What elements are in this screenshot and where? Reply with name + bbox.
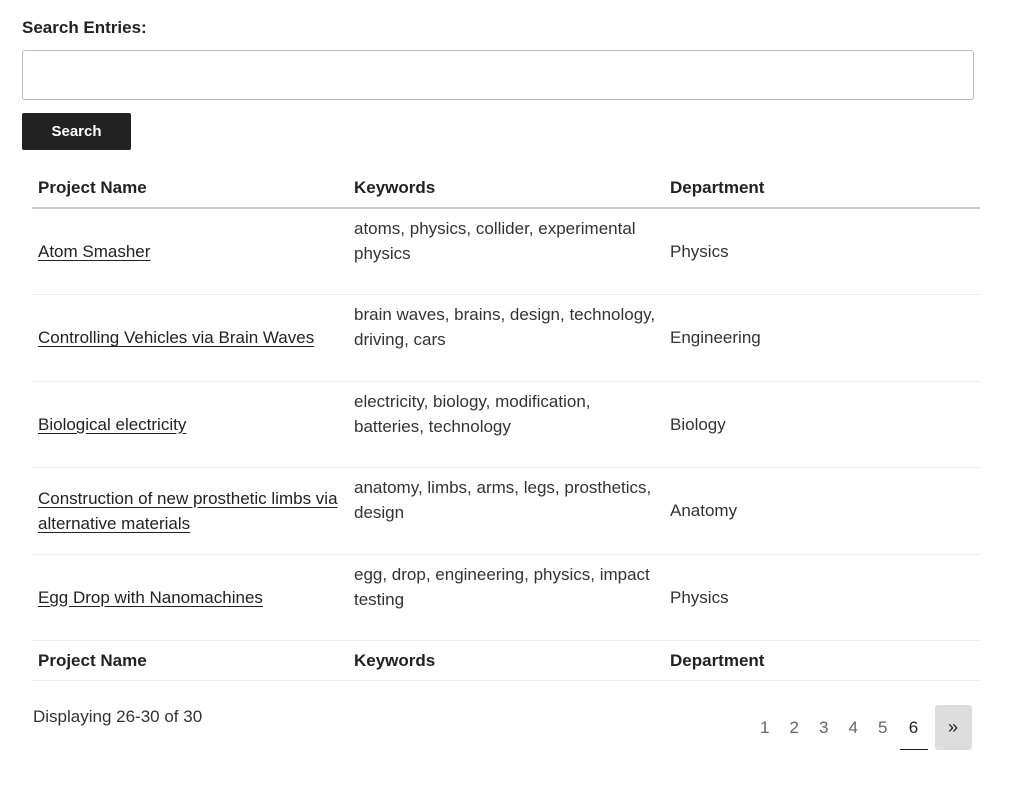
table-row: [32, 208, 980, 295]
table-row: [32, 554, 980, 641]
project-name-cell: [32, 208, 348, 295]
department-cell: Biology: [664, 381, 980, 468]
keywords-cell: electricity, biology, modification, batteries, technology: [348, 381, 664, 468]
page-link-3[interactable]: 3: [819, 718, 829, 737]
page-link-current: 6: [900, 705, 928, 750]
project-link[interactable]: Atom Smasher: [38, 242, 151, 261]
table-header-row: [32, 168, 980, 208]
table-row: [32, 295, 980, 382]
project-link[interactable]: Egg Drop with Nanomachines: [38, 587, 263, 607]
department-cell: Anatomy: [664, 468, 980, 555]
project-link[interactable]: Controlling Vehicles via Brain Waves: [38, 328, 315, 348]
keywords-cell: atoms, physics, collider, experimental physics: [348, 208, 664, 295]
keywords-cell: anatomy, limbs, arms, legs, prosthetics, design: [348, 468, 664, 555]
search-button[interactable]: Search: [22, 113, 131, 150]
next-page-button[interactable]: »: [935, 705, 972, 750]
search-label: Search Entries:: [22, 18, 147, 37]
column-footer-keywords: Keywords: [348, 641, 664, 681]
keywords-cell: egg, drop, engineering, physics, impact testing: [348, 554, 664, 641]
department-cell: Physics: [664, 554, 980, 641]
table-row: [32, 468, 980, 555]
display-count: Displaying 26-30 of 30: [33, 707, 203, 726]
page-link-1[interactable]: 1: [760, 718, 770, 737]
column-header-keywords: Keywords: [348, 168, 664, 208]
pagination: [750, 705, 972, 750]
department-cell: Physics: [664, 208, 980, 295]
project-name-cell: [32, 295, 348, 382]
project-name-cell: [32, 554, 348, 641]
page-link-2[interactable]: 2: [789, 718, 799, 737]
column-footer-project-name: Project Name: [32, 641, 348, 681]
page-link-4[interactable]: 4: [848, 718, 858, 737]
entries-table: [32, 168, 980, 681]
project-name-cell: [32, 381, 348, 468]
project-link[interactable]: Biological electricity: [38, 414, 187, 434]
table-footer-row: [32, 641, 980, 681]
table-row: [32, 381, 980, 468]
column-footer-department: Department: [664, 641, 980, 681]
project-link[interactable]: Construction of new prosthetic limbs via alternative materials: [38, 488, 338, 533]
keywords-cell: brain waves, brains, design, technology, driving, cars: [348, 295, 664, 382]
department-cell: Engineering: [664, 295, 980, 382]
page-link-5[interactable]: 5: [878, 718, 888, 737]
column-header-department: Department: [664, 168, 980, 208]
search-input[interactable]: [22, 50, 974, 100]
project-name-cell: [32, 468, 348, 555]
column-header-project-name: Project Name: [32, 168, 348, 208]
